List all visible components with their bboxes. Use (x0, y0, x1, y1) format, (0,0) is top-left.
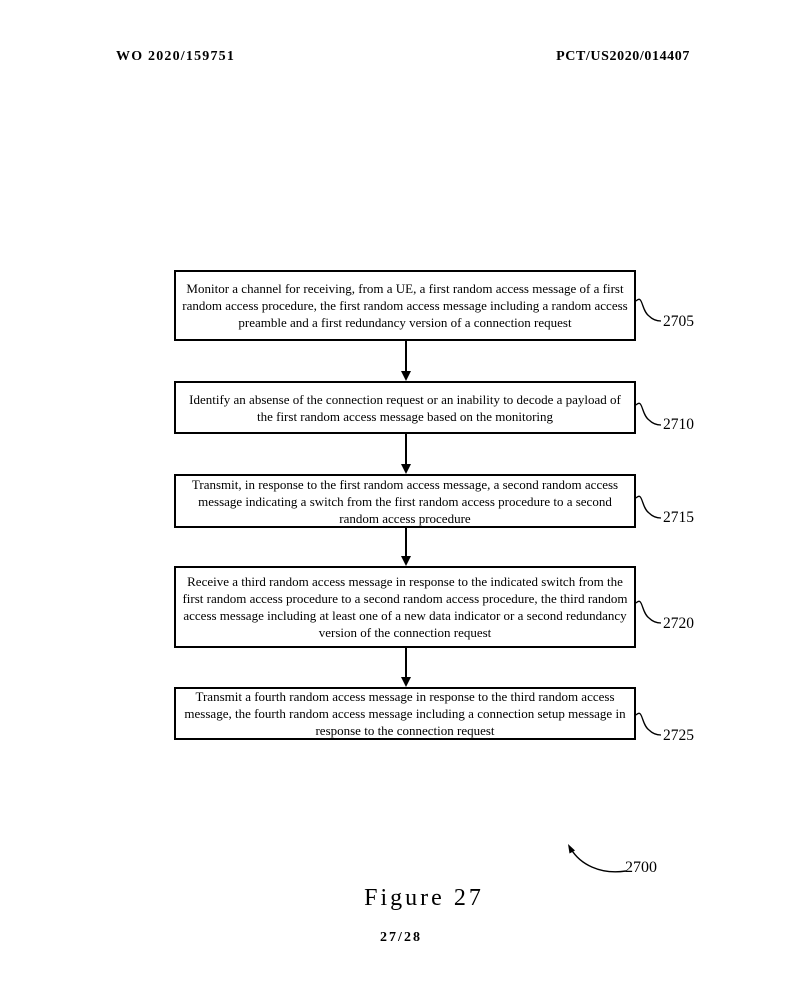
ref-leader-2710 (636, 403, 661, 425)
flow-arrow-2 (401, 434, 411, 474)
flow-arrow-3 (401, 528, 411, 566)
ref-numeral-2725: 2725 (663, 727, 694, 744)
ref-numeral-2705: 2705 (663, 313, 694, 330)
flow-step-text: Monitor a channel for receiving, from a UE, a first random access message of a first random access procedure, the first random access message including a random access preamble and a first redundancy version of a connection request (182, 281, 628, 330)
ref-leader-2715 (636, 496, 661, 518)
ref-leader-2705 (636, 299, 661, 321)
publication-number: WO 2020/159751 (116, 49, 236, 64)
flow-step-box-2725 (174, 687, 636, 740)
flow-step-box-2720 (174, 566, 636, 648)
flow-step-box-2715 (174, 474, 636, 528)
flow-step-text: Transmit a fourth random access message in response to the third random access message, the fourth random access message including a connection setup message in response to the connection request (184, 689, 626, 738)
flow-step-text: Identify an absense of the connection request or an inability to decode a payload of the first random access message based on the monitoring (189, 391, 621, 424)
figure-caption: Figure 27 (364, 885, 484, 911)
ref-leader-2725 (636, 713, 661, 735)
flow-step-box-2705 (174, 270, 636, 341)
flow-arrow-1 (401, 341, 411, 381)
flow-step-text: Transmit, in response to the first random access message, a second random access message indicating a switch from the first random access procedure to a second random access procedure (191, 476, 619, 526)
application-number: PCT/US2020/014407 (556, 49, 690, 64)
ref-numeral-2710: 2710 (663, 416, 694, 433)
ref-numeral-2720: 2720 (663, 615, 694, 632)
ref-numeral-2715: 2715 (663, 509, 694, 526)
flow-step-box-2710 (174, 381, 636, 434)
figure-ref-arrow (568, 844, 626, 872)
flow-arrow-4 (401, 648, 411, 687)
figure-ref-numeral: 2700 (625, 859, 657, 876)
flow-step-text: Receive a third random access message in response to the indicated switch from the first random access procedure to a second random access procedure, the third random access message including at least one of a new data indicator or a second redundancy version of the connection request (182, 574, 628, 640)
sheet-number: 27/28 (380, 930, 422, 945)
ref-leader-2720 (636, 601, 661, 623)
